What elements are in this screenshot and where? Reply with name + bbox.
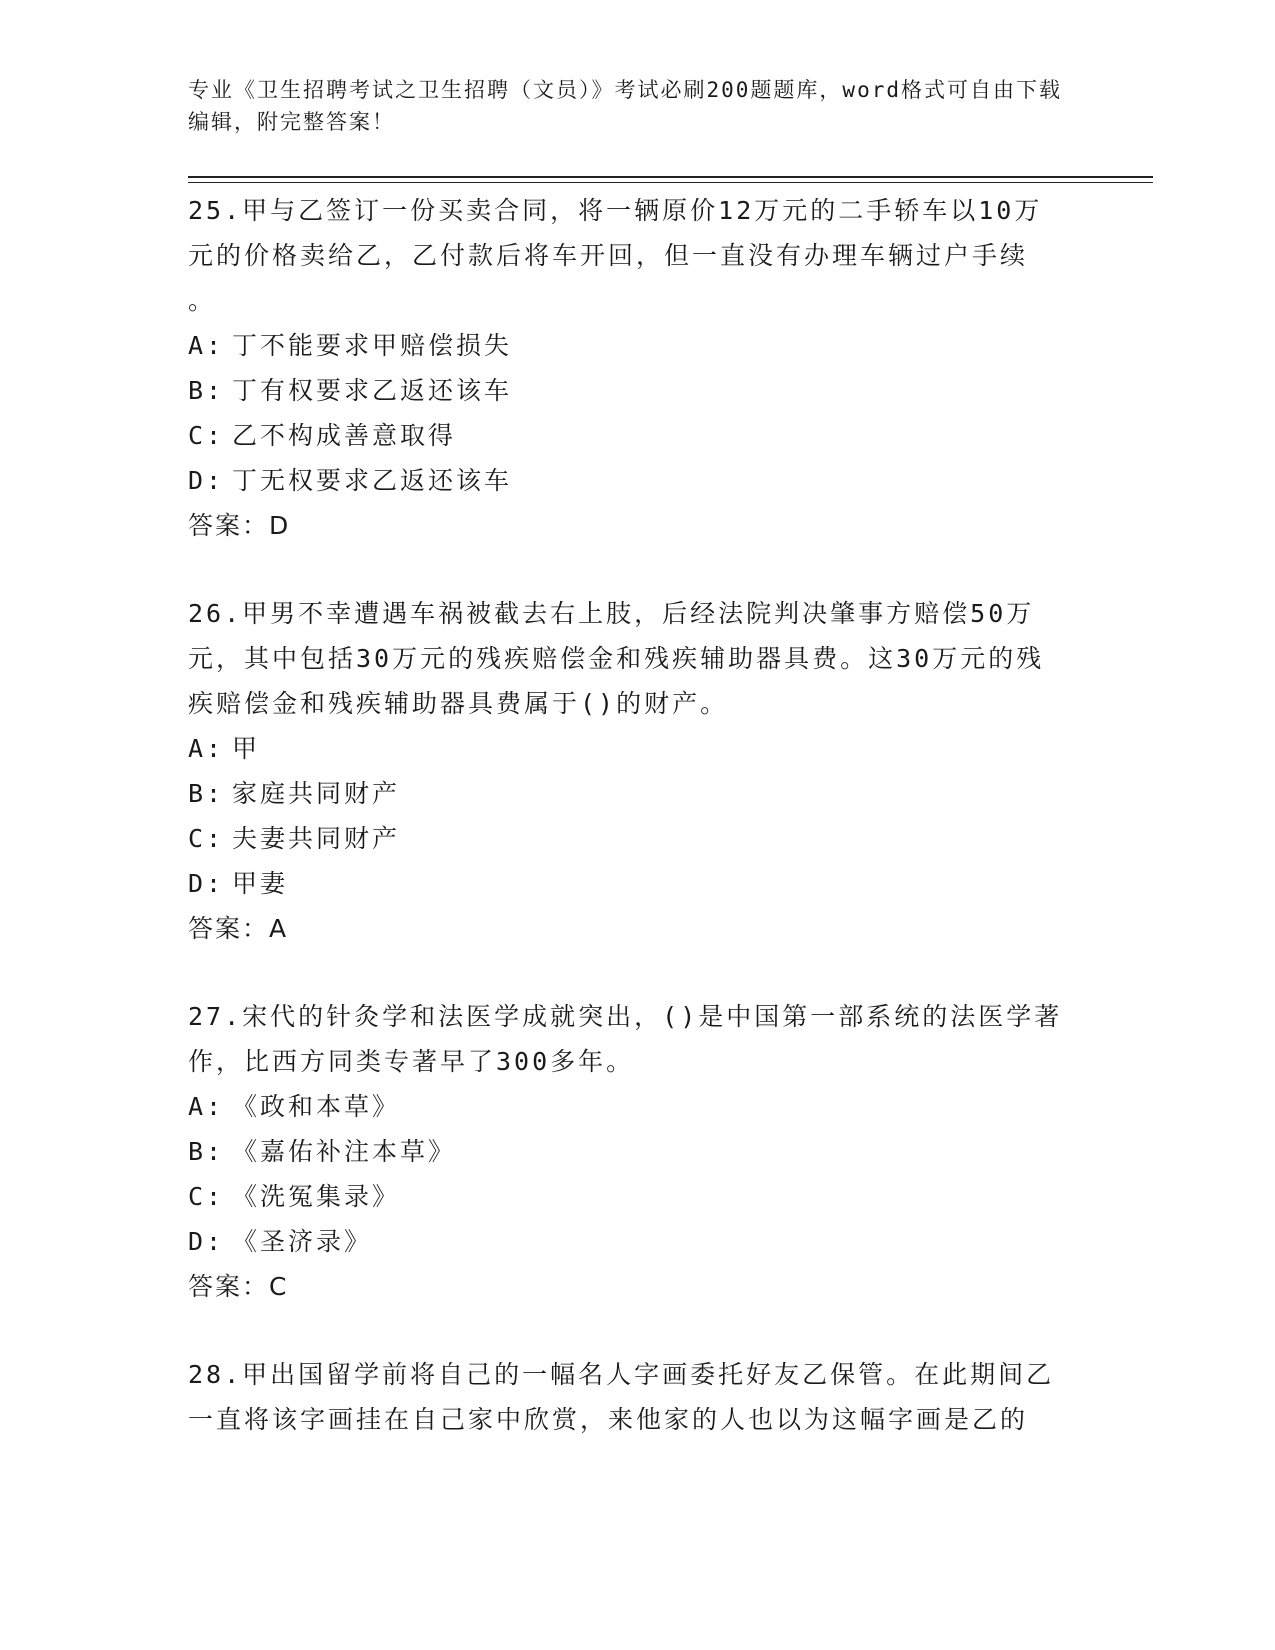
option-key: B: (188, 376, 225, 405)
option-key: B: (188, 1137, 225, 1166)
option-text: 乙不构成善意取得 (232, 421, 457, 450)
question-25 (188, 188, 1068, 549)
option-text: 甲妻 (232, 869, 289, 898)
option-text: 丁无权要求乙返还该车 (232, 466, 513, 495)
option-key: A: (188, 734, 225, 763)
option-key: A: (188, 331, 225, 360)
answer-line: 答案：C (188, 1272, 289, 1301)
option-text: 《圣济录》 (232, 1227, 373, 1256)
question-stem: 28.甲出国留学前将自己的一幅名人字画委托好友乙保管。在此期间乙一直将该字画挂在自己家中欣赏，来他家的人也以为这幅字画是乙的 (188, 1360, 1055, 1434)
document-header: 专业《卫生招聘考试之卫生招聘（文员）》考试必刷200题题库，word格式可自由下载编辑，附完整答案！ (188, 78, 1062, 134)
option-key: B: (188, 779, 225, 808)
answer-line: 答案：D (188, 511, 291, 540)
option-d (188, 861, 1068, 906)
question-26 (188, 591, 1068, 952)
option-text: 《洗冤集录》 (232, 1182, 401, 1211)
option-key: A: (188, 1092, 225, 1121)
question-stem: 27.宋代的针灸学和法医学成就突出，()是中国第一部系统的法医学著作，比西方同类专著早了300多年。 (188, 1002, 1063, 1076)
option-a (188, 726, 1068, 771)
question-stem: 25.甲与乙签订一份买卖合同，将一辆原价12万元的二手轿车以10万元的价格卖给乙，乙付款后将车开回，但一直没有办理车辆过户手续 (188, 196, 1043, 270)
option-d (188, 1219, 1068, 1264)
option-d (188, 458, 1068, 503)
question-list (188, 188, 1068, 1484)
option-b (188, 1129, 1068, 1174)
option-key: C: (188, 421, 225, 450)
option-c (188, 413, 1068, 458)
option-a (188, 323, 1068, 368)
question-stem-tail: 。 (188, 286, 217, 315)
option-key: C: (188, 1182, 225, 1211)
header-divider-thick (188, 176, 1153, 178)
option-key: D: (188, 466, 225, 495)
option-text: 甲 (232, 734, 261, 763)
question-stem: 26.甲男不幸遭遇车祸被截去右上肢，后经法院判决肇事方赔偿50万元，其中包括30万元的残疾赔偿金和残疾辅助器具费。这30万元的残疾赔偿金和残疾辅助器具费属于()的财产。 (188, 599, 1045, 718)
option-b (188, 771, 1068, 816)
option-text: 《嘉佑补注本草》 (232, 1137, 457, 1166)
option-text: 家庭共同财产 (232, 779, 401, 808)
option-c (188, 816, 1068, 861)
option-text: 丁不能要求甲赔偿损失 (232, 331, 513, 360)
header-divider-thin (188, 182, 1153, 183)
option-text: 夫妻共同财产 (232, 824, 401, 853)
option-a (188, 1084, 1068, 1129)
option-key: C: (188, 824, 225, 853)
option-key: D: (188, 869, 225, 898)
question-28 (188, 1352, 1068, 1442)
question-27 (188, 994, 1068, 1310)
option-text: 《政和本草》 (232, 1092, 401, 1121)
option-text: 丁有权要求乙返还该车 (232, 376, 513, 405)
option-b (188, 368, 1068, 413)
option-key: D: (188, 1227, 225, 1256)
option-c (188, 1174, 1068, 1219)
answer-line: 答案：A (188, 914, 289, 943)
